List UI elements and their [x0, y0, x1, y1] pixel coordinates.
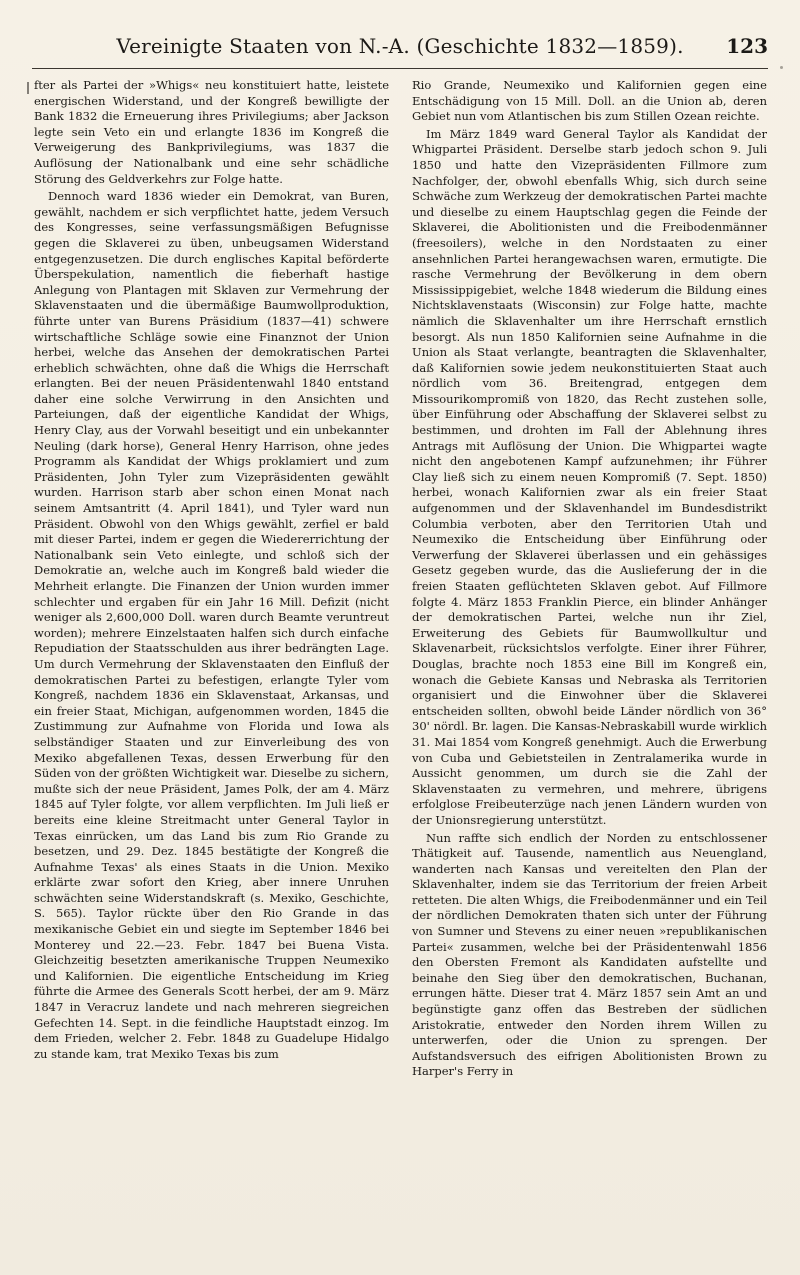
- left-paragraph-1: fter als Partei der »Whigs« neu konstituiert hatte, leistete energischen Widerstand, und der Kongreß bewilligte der Bank 1832 die Erneuerung ihres Privilegiums; aber Jackson legte sein Veto ein und erlangte 1836 im Kongreß die Verweigerung des Bankprivilegiums, was 1837 die Auflösung der Nationalbank und eine sehr schädliche Störung des Geldverkehrs zur Folge hatte.: [34, 78, 389, 186]
- right-paragraph-3: Nun raffte sich endlich der Norden zu entschlossener Thätigkeit auf. Tausende, namentlich aus Neuengland, wanderten nach Kansas und vereitelten den Plan der Sklavenhalter, indem sie das Territorium der freien Arbeit retteten. Die alten Whigs, die Freibodenmänner und ein Teil der nördlichen Demokraten thaten sich unter der Führung von Sumner und Stevens zu einer neuen »republikanischen Partei« zusammen, welche bei der Präsidentenwahl 1856 den Obersten Fremont als Kandidaten aufstellte und beinahe den Sieg über den demokratischen, Buchanan, errungen hätte. Dieser trat 4. März 1857 sein Amt an und begünstigte ganz offen das Bestreben der südlichen Aristokratie, entweder den Norden ihrem Willen zu unterwerfen, oder die Union zu sprengen. Der Aufstandsversuch des eifrigen Abolitionisten Brown zu Harper's Ferry in: [412, 830, 767, 1079]
- right-text-column: [412, 78, 767, 1258]
- header-rule: [32, 68, 768, 69]
- left-paragraph-2: Dennoch ward 1836 wieder ein Demokrat, van Buren, gewählt, nachdem er sich verpflichtet hatte, jedem Versuch des Kongresses, seine verfassungsmäßigen Befugnisse gegen die Sklaverei zu üben, unbeugsamen Widerstand entgegenzusetzen. Die durch englisches Kapital beförderte Überspekulation, namentlich die fieberhaft hastige Anlegung von Plantagen mit Sklaven zur Vermehrung der Sklavenstaaten und die übermäßige Baumwollproduktion, führte unter van Burens Präsidium (1837—41) schwere wirtschaftliche Schläge sowie eine Finanznot der Union herbei, welche das Ansehen der demokratischen Partei erheblich schwächten, ohne daß die Whigs die Herrschaft erlangten. Bei der neuen Präsidentenwahl 1840 entstand daher eine solche Verwirrung in den Ansichten und Parteiungen, daß der eigentliche Kandidat der Whigs, Henry Clay, aus der Vorwahl beseitigt und ein unbekannter Neuling (dark horse), General Henry Harrison, ohne jedes Programm als Kandidat der Whigs proklamiert und zum Präsidenten, John Tyler zum Vizepräsidenten gewählt wurden. Harrison starb aber schon einen Monat nach seinem Amtsantritt (4. April 1841), und Tyler ward nun Präsident. Obwohl von den Whigs gewählt, zerfiel er bald mit dieser Partei, indem er gegen die Wiedererrichtung der Nationalbank sein Veto einlegte, und schloß sich der Demokratie an, welche auch im Kongreß bald wieder die Mehrheit erlangte. Die Finanzen der Union wurden immer schlechter und ergaben für ein Jahr 16 Mill. Defizit (nicht weniger als 2,600,000 Doll. waren durch Beamte veruntreut worden); mehrere Einzelstaaten halfen sich durch einfache Repudiation der Staatsschulden aus ihrer bedrängten Lage. Um durch Vermehrung der Sklavenstaaten den Einfluß der demokratischen Partei zu befestigen, erlangte Tyler vom Kongreß, nachdem 1836 ein Sklavenstaat, Arkansas, und ein freier Staat, Michigan, aufgenommen worden, 1845 die Zustimmung zur Aufnahme von Florida und Iowa als selbständiger Staaten und zur Einverleibung des von Mexiko abgefallenen Texas, dessen Erwerbung für den Süden von der größten Wichtigkeit war. Dieselbe zu sichern, mußte sich der neue Präsident, James Polk, der am 4. März 1845 auf Tyler folgte, vor allem verpflichten. Im Juli ließ er bereits eine kleine Streitmacht unter General Taylor in Texas einrücken, um das Land bis zum Rio Grande zu besetzen, und 29. Dez. 1845 bestätigte der Kongreß die Aufnahme Texas' als eines Staats in die Union. Mexiko erklärte zwar sofort den Krieg, aber innere Unruhen schwächten seine Widerstandskraft (s. Mexiko, Geschichte, S. 565). Taylor rückte über den Rio Grande in das mexikanische Gebiet ein und siegte im September 1846 bei Monterey und 22.—23. Febr. 1847 bei Buena Vista. Gleichzeitig besetzten amerikanische Truppen Neumexiko und Kalifornien. Die eigentliche Entscheidung im Krieg führte die Armee des Generals Scott herbei, der am 9. März 1847 in Veracruz landete und nach mehreren siegreichen Gefechten 14. Sept. in die feindliche Hauptstadt einzog. Im dem Frieden, welcher 2. Febr. 1848 zu Guadelupe Hidalgo zu stande kam, trat Mexiko Texas bis zum: [34, 189, 389, 1061]
- right-paragraph-1: Rio Grande, Neumexiko und Kalifornien gegen eine Entschädigung von 15 Mill. Doll. an die Union ab, deren Gebiet nun vom Atlantischen bis zum Stillen Ozean reichte.: [412, 78, 767, 124]
- ink-spot: [780, 66, 783, 69]
- right-paragraph-2: Im März 1849 ward General Taylor als Kandidat der Whigpartei Präsident. Derselbe starb jedoch schon 9. Juli 1850 und hatte den Vizepräsidenten Fillmore zum Nachfolger, der, obwohl ebenfalls Whig, sich durch seine Schwäche zum Werkzeug der demokratischen Partei machte und dieselbe zu einem Hauptschlag gegen die Feinde der Sklaverei, die Abolitionisten und die Freibodenmänner (freesoilers), welche in den Nordstaaten zu einer ansehnlichen Partei herangewachsen waren, ermutigte. Die rasche Vermehrung der Bevölkerung in dem obern Mississippigebiet, welche 1848 wiederum die Bildung eines Nichtsklavenstaats (Wisconsin) zur Folge hatte, machte nämlich die Sklavenhalter um ihre Herrschaft ernstlich besorgt. Als nun 1850 Kalifornien seine Aufnahme in die Union als Staat verlangte, beantragten die Sklavenhalter, daß Kalifornien sowie jedem neukonstituierten Staat auch nördlich vom 36. Breitengrad, entgegen dem Missourikompromiß von 1820, das Recht zustehen solle, über Einführung oder Abschaffung der Sklaverei selbst zu bestimmen, und drohten im Fall der Ablehnung ihres Antrags mit Auflösung der Union. Die Whigpartei wagte nicht den angebotenen Kampf aufzunehmen; ihr Führer Clay ließ sich zu einem neuen Kompromiß (7. Sept. 1850) herbei, wonach Kalifornien zwar als ein freier Staat aufgenommen und der Sklavenhandel im Bundesdistrikt Columbia verboten, aber den Territorien Utah und Neumexiko die Entscheidung über Einführung oder Verwerfung der Sklaverei überlassen und ein gehässiges Gesetz gegeben wurde, das die Auslieferung der in die freien Staaten geflüchteten Sklaven gebot. Auf Fillmore folgte 4. März 1853 Franklin Pierce, ein blinder Anhänger der demokratischen Partei, welche nun ihr Ziel, Erweiterung des Gebiets für Baumwollkultur und Sklavenarbeit, rücksichtslos verfolgte. Einer ihrer Führer, Douglas, brachte noch 1853 eine Bill im Kongreß ein, wonach die Gebiete Kansas und Nebraska als Territorien organisiert und die Einwohner über die Sklaverei entscheiden sollten, obwohl beide Länder nördlich von 36° 30' nördl. Br. lagen. Die Kansas-Nebraskabill wurde wirklich 31. Mai 1854 vom Kongreß genehmigt. Auch die Erwerbung von Cuba und Gebietsteilen in Zentralamerika wurde in Aussicht genommen, um durch sie die Zahl der Sklavenstaaten zu vermehren, und mehrere, übrigens erfolglose Freibeuterzüge nach jenen Ländern wurden von der Unionsregierung unterstützt.: [412, 126, 767, 827]
- running-title: Vereinigte Staaten von N.-A. (Geschichte 1832—1859).: [116, 34, 684, 58]
- left-text-column: [34, 78, 389, 1258]
- page-number: 123: [726, 34, 768, 58]
- margin-mark: [27, 82, 29, 94]
- page-header: [32, 34, 768, 62]
